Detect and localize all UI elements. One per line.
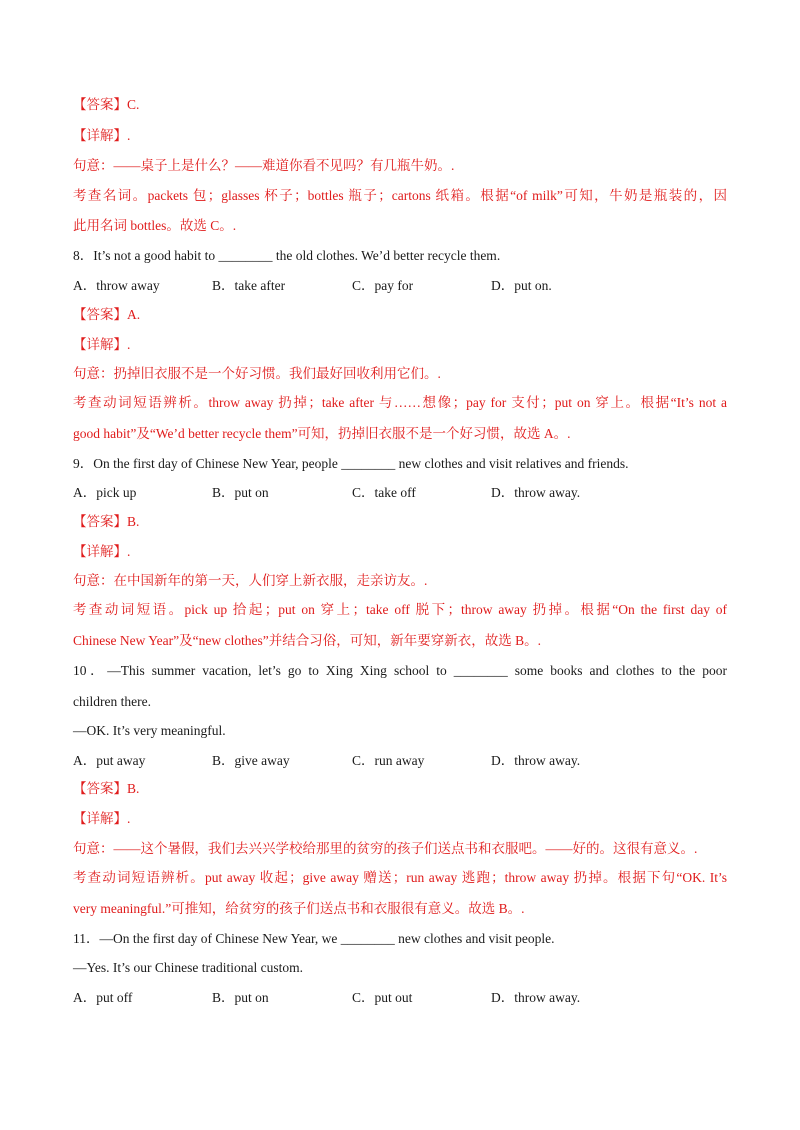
q11-option-b: B．put on [212, 990, 269, 1005]
q8-answer: 【答案】A. [73, 307, 141, 322]
q9-detail-label: 【详解】. [73, 544, 131, 559]
q7-detail-label: 【详解】. [73, 128, 131, 143]
q9-option-a: A．pick up [73, 485, 137, 500]
q9-analysis-line1: 考查动词短语。pick up 拾起；put on 穿上；take off 脱下；throw away 扔掉。根据“On the first day of [73, 602, 727, 617]
q8-meaning: 句意：扔掉旧衣服不是一个好习惯。我们最好回收利用它们。. [73, 366, 441, 381]
q8-stem: 8．It’s not a good habit to ________ the old clothes. We’d better recycle them. [73, 248, 501, 263]
q9-analysis-line2: Chinese New Year”及“new clothes”并结合习俗，可知，新年要穿新衣，故选 B。. [73, 633, 541, 648]
q8-analysis-line2: good habit”及“We’d better recycle them”可知，扔掉旧衣服不是一个好习惯，故选 A。. [73, 426, 571, 441]
q9-meaning: 句意：在中国新年的第一天，人们穿上新衣服，走亲访友。. [73, 573, 428, 588]
q10-option-a: A．put away [73, 753, 146, 768]
q9-stem: 9．On the first day of Chinese New Year, people ________ new clothes and visit relatives and friends. [73, 456, 629, 471]
q10-stem-line1: 10．—This summer vacation, let’s go to Xing Xing school to ________ some books and clothes to the poor [73, 663, 727, 678]
q7-meaning: 句意：——桌子上是什么？——难道你看不见吗？有几瓶牛奶。. [73, 158, 455, 173]
q10-detail-label: 【详解】. [73, 811, 131, 826]
q9-option-b: B．put on [212, 485, 269, 500]
q11-option-d: D．throw away. [491, 990, 581, 1005]
q11-option-c: C．put out [352, 990, 413, 1005]
q10-response: —OK. It’s very meaningful. [73, 723, 226, 738]
q10-option-c: C．run away [352, 753, 425, 768]
q9-option-d: D．throw away. [491, 485, 581, 500]
q10-analysis-line2: very meaningful.”可推知，给贫穷的孩子们送点书和衣服很有意义。故选 B。. [73, 901, 525, 916]
q11-stem: 11．—On the first day of Chinese New Year, we ________ new clothes and visit people. [73, 931, 555, 946]
q8-detail-label: 【详解】. [73, 337, 131, 352]
q11-option-a: A．put off [73, 990, 133, 1005]
q8-option-d: D．put on. [491, 278, 552, 293]
q9-answer: 【答案】B. [73, 514, 140, 529]
q7-analysis-line2: 此用名词 bottles。故选 C。. [73, 218, 237, 233]
q8-option-c: C．pay for [352, 278, 414, 293]
q10-analysis-line1: 考查动词短语辨析。put away 收起；give away 赠送；run away 逃跑；throw away 扔掉。根据下句“OK. It’s [73, 870, 727, 885]
q11-response: —Yes. It’s our Chinese traditional custom. [73, 960, 303, 975]
q8-option-a: A．throw away [73, 278, 160, 293]
q7-answer: 【答案】C. [73, 97, 140, 112]
q10-option-b: B．give away [212, 753, 290, 768]
q10-option-d: D．throw away. [491, 753, 581, 768]
q8-option-b: B．take after [212, 278, 286, 293]
q7-analysis-line1: 考查名词。packets 包；glasses 杯子；bottles 瓶子；cartons 纸箱。根据“of milk”可知，牛奶是瓶装的，因 [73, 188, 727, 203]
q9-option-c: C．take off [352, 485, 416, 500]
q10-answer: 【答案】B. [73, 781, 140, 796]
q8-analysis-line1: 考查动词短语辨析。throw away 扔掉；take after 与……想像；pay for 支付；put on 穿上。根据“It’s not a [73, 395, 727, 410]
q10-stem-line2: children there. [73, 694, 151, 709]
q10-meaning: 句意：——这个暑假，我们去兴兴学校给那里的贫穷的孩子们送点书和衣服吧。——好的。这很有意义。. [73, 841, 698, 856]
